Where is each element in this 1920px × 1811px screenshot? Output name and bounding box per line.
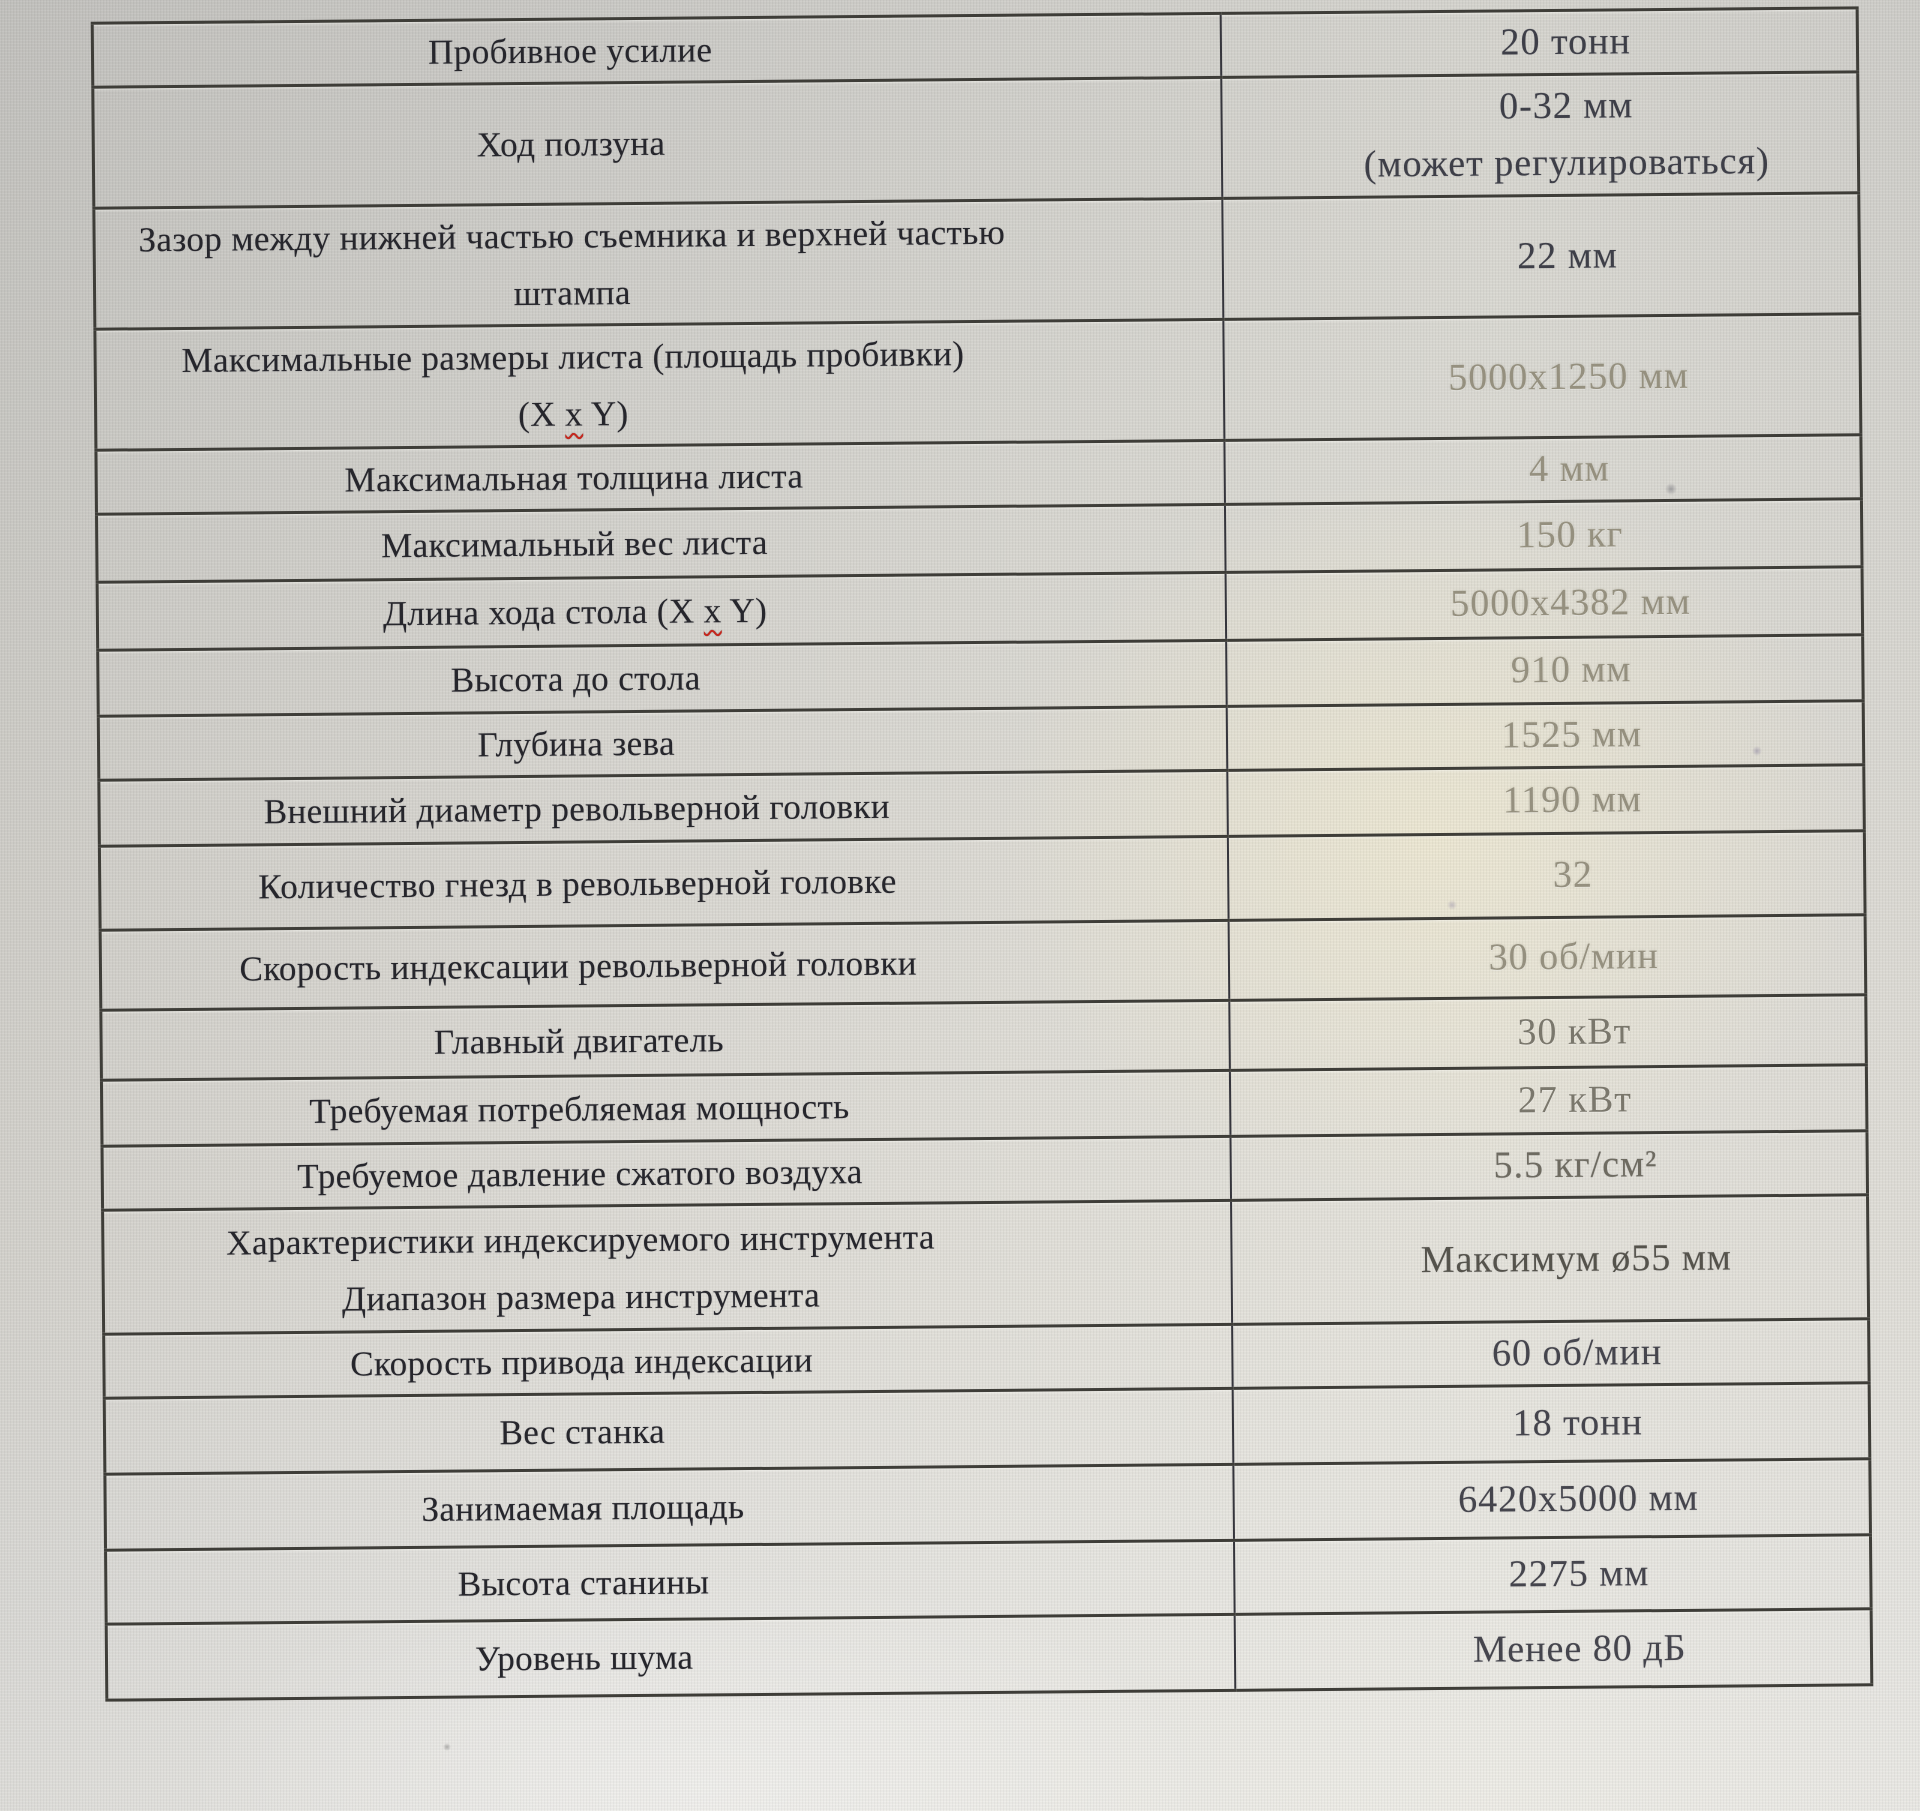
spec-label-line: Скорость привода индексации	[350, 1340, 814, 1384]
spec-value-cell	[1231, 1195, 1869, 1325]
spec-label-line: Высота станины	[457, 1562, 710, 1604]
spec-value-line: 18 тонн	[1512, 1401, 1644, 1445]
table-row	[100, 915, 1866, 1010]
spec-label-line: (X x Y)	[518, 394, 629, 435]
table-row	[94, 193, 1860, 329]
spec-label-line: Пробивное усилие	[427, 30, 713, 72]
spec-label-line: Количество гнезд в револьверной головке	[258, 861, 897, 907]
spec-label-line: Высота до стола	[450, 658, 701, 700]
spec-value-line: 6420x5000 мм	[1457, 1476, 1699, 1521]
spec-value-line: 60 об/мин	[1491, 1331, 1663, 1375]
spec-label-line: Глубина зева	[477, 723, 676, 765]
spec-label-line: Внешний диаметр револьверной головки	[263, 786, 891, 832]
spec-label-cell	[99, 836, 1228, 930]
spec-value-cell	[1232, 1383, 1870, 1465]
spec-label-cell	[101, 1070, 1230, 1146]
spec-value-cell	[1222, 193, 1860, 320]
spec-label-cell	[102, 1136, 1231, 1210]
spec-label-cell	[97, 504, 1226, 582]
table-row	[106, 1609, 1872, 1700]
spec-label-line: Ход ползуна	[476, 123, 666, 164]
spec-value-line: 0-32 мм	[1498, 84, 1634, 128]
spec-label-cell	[103, 1200, 1232, 1334]
spec-value-line: 27 кВт	[1517, 1078, 1633, 1122]
spec-value-cell	[1228, 915, 1866, 1001]
spec-value-cell	[1230, 1131, 1868, 1201]
spec-value-cell	[1220, 8, 1858, 78]
table-row	[103, 1195, 1869, 1334]
spec-value-line: 2275 мм	[1508, 1552, 1650, 1596]
spec-value-cell	[1227, 831, 1865, 921]
spec-label-cell	[104, 1388, 1233, 1474]
spec-value-line: 30 кВт	[1517, 1010, 1632, 1054]
table-row	[99, 831, 1865, 930]
spec-label-line: Скорость индексации револьверной головки	[239, 943, 918, 989]
spec-label-line: Диапазон размера инструмента	[341, 1274, 821, 1319]
spec-value-line: Максимум ø55 мм	[1420, 1236, 1733, 1282]
spec-table-wrap	[91, 6, 1874, 1701]
spec-value-line: 910 мм	[1510, 648, 1632, 692]
spec-value-cell	[1233, 1459, 1871, 1541]
spec-label-line: Вес станка	[499, 1411, 666, 1453]
spec-label-cell	[100, 920, 1229, 1010]
spec-value-cell	[1229, 995, 1867, 1071]
spec-value-cell	[1226, 635, 1864, 707]
spec-value-cell	[1224, 435, 1862, 505]
spec-value-cell	[1225, 567, 1863, 641]
spec-value-cell	[1227, 765, 1865, 837]
spec-value-line: 32	[1552, 853, 1594, 897]
spec-label-cell	[95, 319, 1224, 450]
spec-value-cell	[1224, 499, 1862, 573]
spec-value-line: 4 мм	[1528, 447, 1610, 491]
table-row	[95, 314, 1861, 450]
spec-label-cell	[98, 640, 1227, 716]
spec-label-line: Занимаемая площадь	[421, 1487, 745, 1529]
misspelled-word: x	[703, 591, 722, 631]
spec-value-line: 5000x1250 мм	[1448, 354, 1690, 399]
spec-label-cell	[99, 770, 1228, 846]
spec-label-line: Максимальные размеры листа (площадь пробивки)	[181, 334, 965, 380]
spec-value-cell	[1229, 1065, 1867, 1137]
spec-label-line: Главный двигатель	[433, 1020, 725, 1062]
spec-label-cell	[96, 440, 1225, 514]
spec-label-cell	[92, 13, 1221, 87]
spec-table-body	[92, 8, 1872, 1700]
spec-value-cell	[1232, 1319, 1870, 1389]
spec-value-line: Менее 80 дБ	[1472, 1626, 1687, 1671]
spec-label-line: Требуемая потребляемая мощность	[309, 1087, 850, 1131]
misspelled-word: x	[564, 394, 584, 434]
spec-label-line: Длина хода стола (X x Y)	[382, 590, 768, 634]
spec-label-cell	[101, 1000, 1230, 1080]
spec-value-cell	[1223, 314, 1861, 441]
spec-label-cell	[98, 706, 1227, 780]
spec-value-line: 150 кг	[1516, 513, 1624, 557]
spec-value-line: 30 об/мин	[1488, 935, 1659, 979]
spec-label-line: штампа	[513, 273, 632, 314]
spec-value-line: (может регулироваться)	[1363, 140, 1770, 186]
spec-value-cell	[1226, 701, 1864, 771]
spec-value-cell	[1234, 1609, 1872, 1691]
spec-label-cell	[104, 1324, 1233, 1398]
spec-value-line: 5.5 кг/см²	[1493, 1143, 1658, 1187]
spec-label-cell	[106, 1614, 1235, 1700]
spec-value-line: 1525 мм	[1501, 713, 1643, 757]
spec-value-cell	[1221, 72, 1859, 199]
spec-value-cell	[1233, 1535, 1871, 1615]
spec-value-line: 1190 мм	[1502, 778, 1643, 822]
spec-label-line: Зазор между нижней частью съемника и верхней частью	[138, 212, 1006, 260]
table-row	[93, 72, 1859, 208]
spec-label-cell	[97, 572, 1226, 650]
spec-value-line: 20 тонн	[1500, 20, 1632, 64]
spec-label-cell	[106, 1540, 1235, 1624]
spec-label-line: Максимальный вес листа	[380, 522, 769, 566]
spec-label-line: Уровень шума	[474, 1637, 694, 1679]
spec-table	[91, 6, 1874, 1701]
spec-label-cell	[94, 198, 1223, 329]
spec-label-line: Характеристики индексируемого инструмента	[226, 1216, 936, 1263]
spec-label-line: Требуемое давление сжатого воздуха	[297, 1152, 863, 1196]
spec-label-cell	[93, 77, 1222, 208]
spec-label-cell	[105, 1464, 1234, 1550]
spec-value-line: 5000x4382 мм	[1450, 580, 1692, 625]
spec-value-line: 22 мм	[1517, 233, 1619, 277]
spec-label-line: Максимальная толщина листа	[344, 456, 804, 500]
